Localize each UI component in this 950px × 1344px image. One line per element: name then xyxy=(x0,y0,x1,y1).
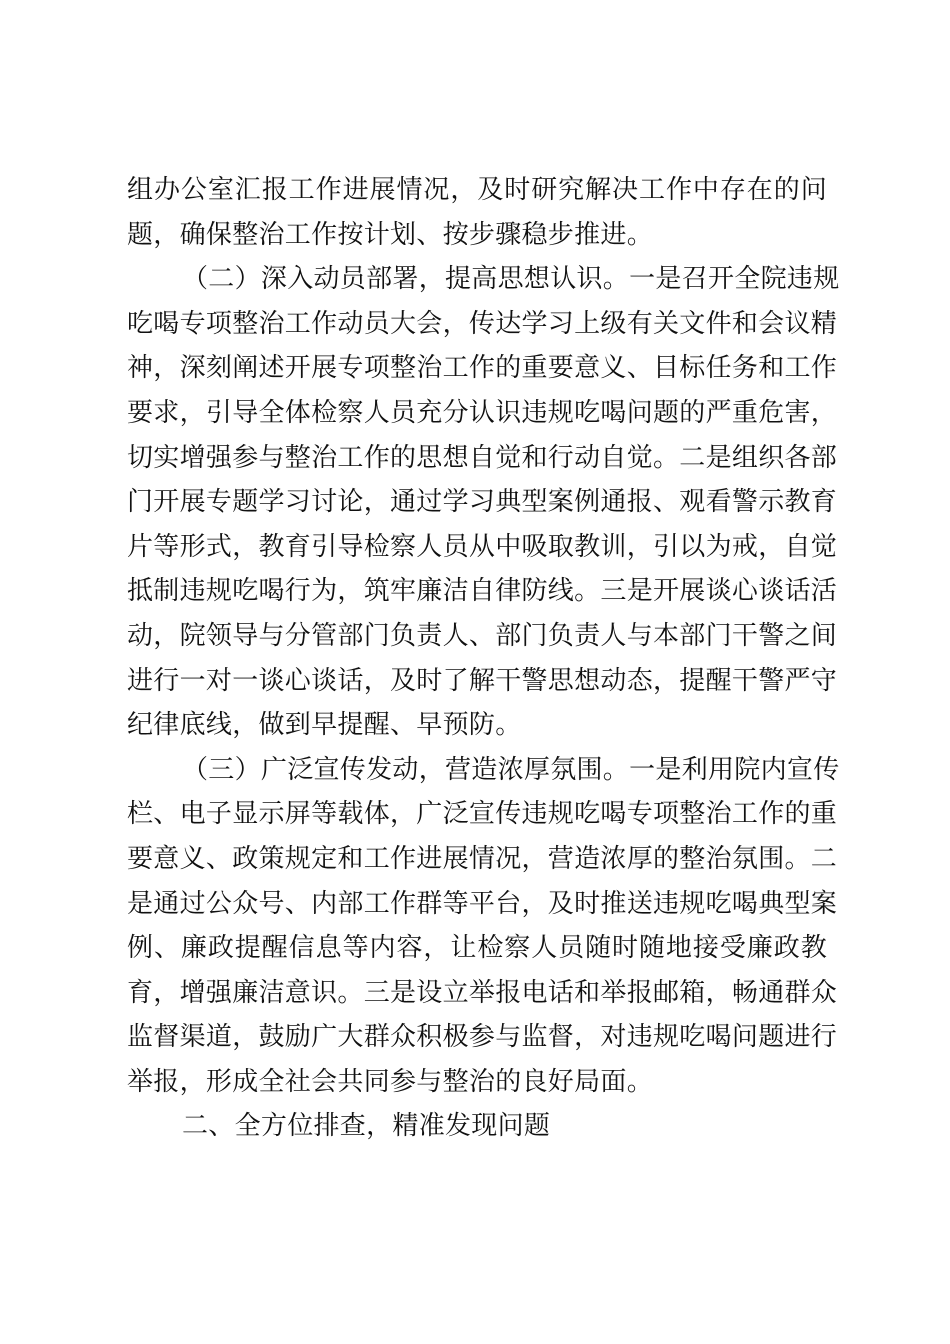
text-line: （三）广泛宣传发动，营造浓厚氛围。一是利用院内宣传 xyxy=(182,754,840,785)
text-line: 动，院领导与分管部门负责人、部门负责人与本部门干警之间 xyxy=(127,620,838,651)
section-heading xyxy=(127,1104,827,1149)
text-line: 片等形式，教育引导检察人员从中吸取教训，引以为戒，自觉 xyxy=(127,531,838,562)
text-line: 栏、电子显示屏等载体，广泛宣传违规吃喝专项整治工作的重 xyxy=(127,799,838,830)
text-line: 监督渠道，鼓励广大群众积极参与监督，对违规吃喝问题进行 xyxy=(127,1022,838,1053)
text-line: 切实增强参与整治工作的思想自觉和行动自觉。二是组织各部 xyxy=(127,442,838,473)
text-line: （二）深入动员部署，提高思想认识。一是召开全院违规 xyxy=(182,264,840,295)
text-line: 纪律底线，做到早提醒、早预防。 xyxy=(127,710,522,741)
text-line: 吃喝专项整治工作动员大会，传达学习上级有关文件和会议精 xyxy=(127,308,838,339)
paragraph-publicity xyxy=(127,748,840,1105)
paragraph-mobilization xyxy=(127,257,840,748)
paragraph-continuation xyxy=(127,168,827,257)
text-line: 举报，形成全社会共同参与整治的良好局面。 xyxy=(127,1066,654,1097)
text-line: 进行一对一谈心谈话，及时了解干警思想动态，提醒干警严守 xyxy=(127,665,838,696)
text-line: 组办公室汇报工作进展情况，及时研究解决工作中存在的问 xyxy=(127,175,827,205)
text-line: 要意义、政策规定和工作进展情况，营造浓厚的整治氛围。二 xyxy=(127,843,838,874)
text-line: 例、廉政提醒信息等内容，让检察人员随时随地接受廉政教 xyxy=(127,933,827,964)
text-line: 神，深刻阐述开展专项整治工作的重要意义、目标任务和工作 xyxy=(127,353,838,384)
text-line: 育，增强廉洁意识。三是设立举报电话和举报邮箱，畅通群众 xyxy=(127,977,838,1008)
document-body xyxy=(127,168,840,1149)
text-line: 门开展专题学习讨论，通过学习典型案例通报、观看警示教育 xyxy=(127,487,838,518)
text-line: 抵制违规吃喝行为，筑牢廉洁自律防线。三是开展谈心谈话活 xyxy=(127,576,838,607)
section-heading-text: 二、全方位排查，精准发现问题 xyxy=(182,1111,551,1142)
text-line: 要求，引导全体检察人员充分认识违规吃喝问题的严重危害， xyxy=(127,397,838,428)
text-line: 是通过公众号、内部工作群等平台，及时推送违规吃喝典型案 xyxy=(127,888,838,919)
text-line: 题，确保整治工作按计划、按步骤稳步推进。 xyxy=(127,219,654,250)
